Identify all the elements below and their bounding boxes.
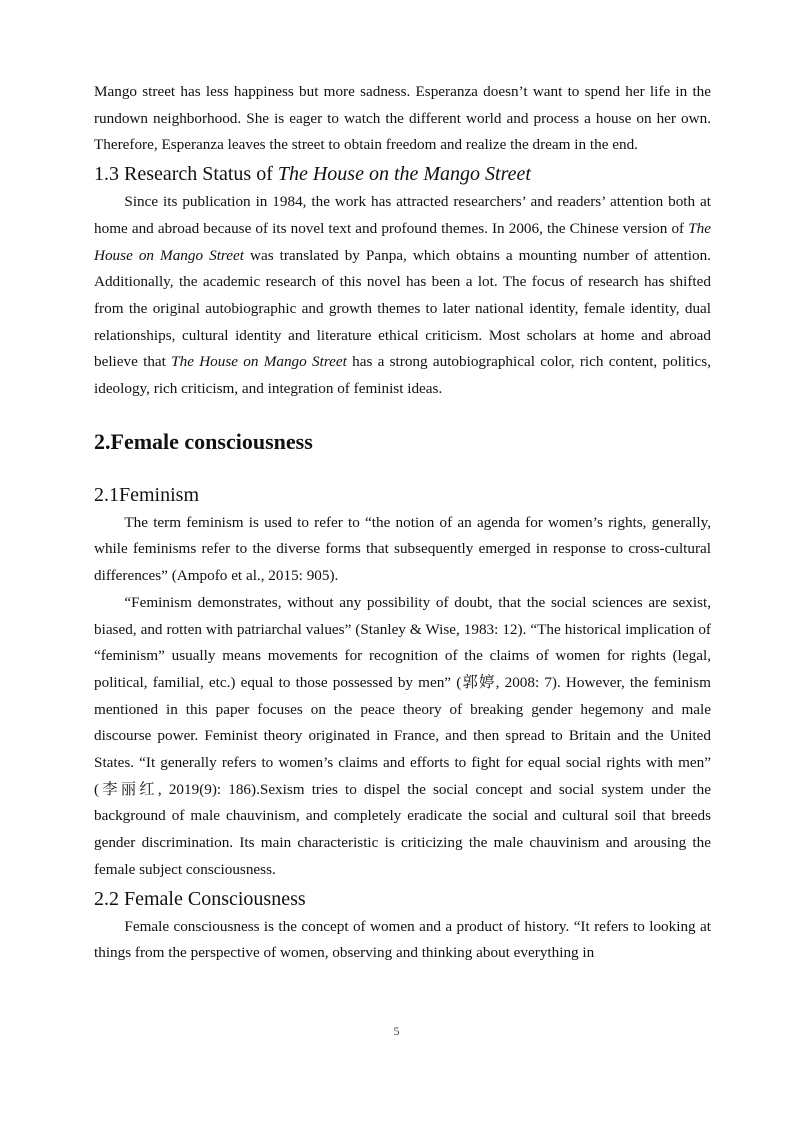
heading-2-1-feminism: 2.1Feminism (94, 483, 200, 506)
paragraph-research-status (94, 189, 711, 403)
research-status-text-c: was translated by Panpa, which obtains a mounting number of attention. Additionally, the academic research of this novel has been a lot. The focus of research has shifted from the original autobiographic and growth themes to later national identity, female identity, dual relationships, cultural identity and literature ethical criticism. Most scholars at home and abroad believe that (94, 246, 711, 371)
heading-1-3-prefix: 1.3 Research Status of (94, 163, 278, 186)
research-status-text-a: Since its publication in 1984, the work has attracted researchers’ and readers’ attention both at home and abroad because of its novel text and profound themes. In 2006, the Chinese version of (94, 193, 711, 237)
heading-2-female-consciousness: 2.Female consciousness (94, 428, 313, 454)
heading-1-3-book-title: The House on the Mango Street (277, 163, 531, 186)
page-content (94, 79, 711, 967)
paragraph-feminism-definition: The term feminism is used to refer to “the notion of an agenda for women’s rights, generally, while feminisms refer to the diverse forms that subsequently emerged in response to cross-cultural differences” (Ampofo et al., 2015: 905). (94, 513, 711, 585)
heading-2-2-female-consciousness: 2.2 Female Consciousness (94, 887, 306, 910)
research-status-text-e: has a strong autobiographical color, rich content, politics, ideology, rich criticism, and integration of feminist ideas. (94, 353, 712, 398)
paragraph-mango-street-sadness: Mango street has less happiness but more sadness. Esperanza doesn’t want to spend her life in the rundown neighborhood. She is eager to watch the different world and process a house on her own. Therefore, Esperanza leaves the street to obtain freedom and realize the dream in the end. (94, 83, 711, 154)
page-number: 5 (393, 1024, 400, 1038)
book-title-italic-2: The House on Mango Street (171, 353, 347, 371)
paragraph-female-consciousness: Female consciousness is the concept of women and a product of history. “It refers to looking at things from the perspective of women, observing and thinking about everything in (94, 917, 711, 962)
paragraph-feminism-history: “Feminism demonstrates, without any possibility of doubt, that the social sciences are sexist, biased, and rotten with patriarchal values” (Stanley & Wise, 1983: 12). “The historical implication of “feminism” usually means movements for recognition of the claims of women for rights (legal, political, familial, etc.) equal to those possessed by men” (郭婷, 2008: 7). However, the feminism mentioned in this paper focuses on the peace theory of breaking gender hegemony and male discourse power. Feminist theory originated in France, and then spread to Britain and the United States. “It generally refers to women’s claims and efforts to fight for equal social rights with men” (李丽红, 2019(9): 186).Sexism tries to dispel the social concept and social system under the background of male chauvinism, and completely eradicate the social and cultural soil that breeds gender discrimination. Its main characteristic is criticizing the male chauvinism and arousing the female subject consciousness. (94, 593, 711, 878)
heading-1-3-research-status (94, 159, 711, 189)
book-title-italic-1: The House on Mango Street (94, 219, 711, 264)
